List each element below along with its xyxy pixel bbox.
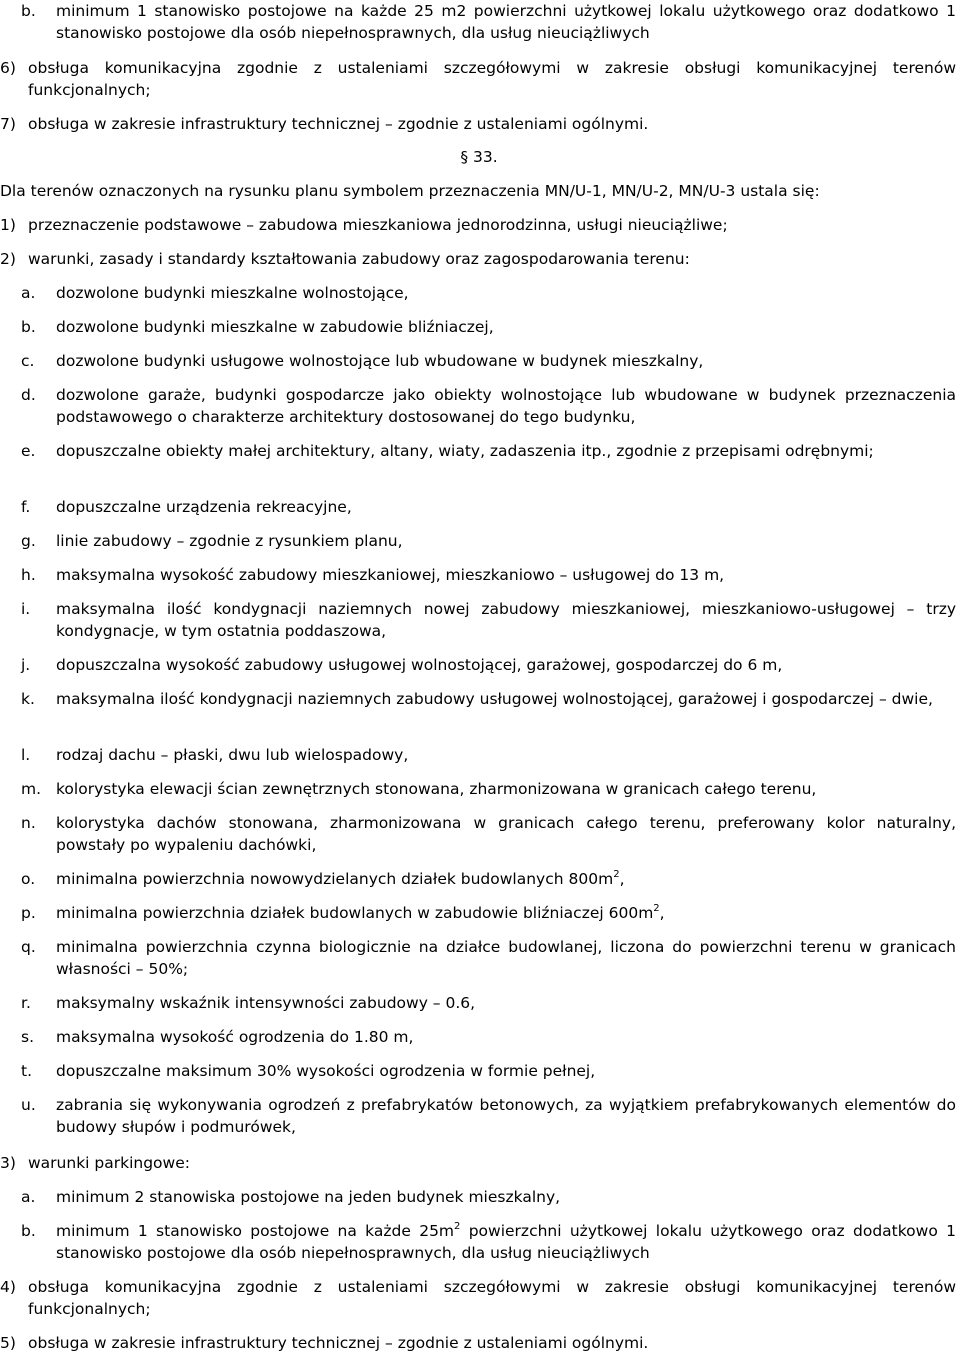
item-text: rodzaj dachu – płaski, dwu lub wielospadowy, <box>56 746 409 764</box>
item-label: c. <box>21 352 35 370</box>
section-number: § 33. <box>460 148 498 166</box>
item-text: minimalna powierzchnia czynna biologicznie na działce budowlanej, liczona do powierzchni terenu w granicach własności – 50%; <box>56 938 956 978</box>
item-label: b. <box>21 2 36 20</box>
item-label: a. <box>21 284 36 302</box>
item-text: dopuszczalne maksimum 30% wysokości ogrodzenia w formie pełnej, <box>56 1062 596 1080</box>
item-text: minimum 1 stanowisko postojowe na każde $25m^2$ powierzchni użytkowej lokalu użytkowego oraz dodatkowo 1 stanowisko postojowe dla osób niepełnosprawnych, dla usług nieuciążliwych <box>56 1220 956 1262</box>
item-label: i. <box>21 600 31 618</box>
item-text: dozwolone budynki usługowe wolnostojące lub wbudowane w budynek mieszkalny, <box>56 352 704 370</box>
item-label: 7) <box>0 115 16 133</box>
item-label: b. <box>21 1222 36 1240</box>
item-label: q. <box>21 938 36 956</box>
item-label: h. <box>21 566 36 584</box>
item-label: f. <box>21 498 31 516</box>
item-label: u. <box>21 1096 36 1114</box>
item-text: warunki parkingowe: <box>28 1154 190 1172</box>
item-text: obsługa w zakresie infrastruktury technicznej – zgodnie z ustaleniami ogólnymi. <box>28 115 649 133</box>
item-label: k. <box>21 690 35 708</box>
item-label: o. <box>21 870 36 888</box>
item-label: 4) <box>0 1278 16 1296</box>
item-text: kolorystyka dachów stonowana, zharmonizowana w granicach całego terenu, preferowany kolor naturalny, powstały po wypaleniu dachówki, <box>56 814 956 854</box>
item-text: kolorystyka elewacji ścian zewnętrznych stonowana, zharmonizowana w granicach całego terenu, <box>56 780 817 798</box>
item-text: maksymalna ilość kondygnacji naziemnych zabudowy usługowej wolnostojącej, garażowej i gospodarczej – dwie, <box>56 690 933 708</box>
item-label: n. <box>21 814 36 832</box>
item-text: dozwolone garaże, budynki gospodarcze jako obiekty wolnostojące lub wbudowane w budynek przeznaczenia podstawowego o charakterze architektury dostosowanej do tego budynku, <box>56 386 956 426</box>
item-label: s. <box>21 1028 35 1046</box>
item-text: minimum 1 stanowisko postojowe na każde 25 m2 powierzchni użytkowej lokalu użytkowego oraz dodatkowo 1 stanowisko postojowe dla osób niepełnosprawnych, dla usług nieuciążliwych <box>56 2 956 42</box>
item-label: l. <box>21 746 31 764</box>
item-label: 1) <box>0 216 16 234</box>
item-text: zabrania się wykonywania ogrodzeń z prefabrykatów betonowych, za wyjątkiem prefabrykowanych elementów do budowy słupów i podmurówek, <box>56 1096 956 1136</box>
item-label: r. <box>21 994 31 1012</box>
item-text: dopuszczalne urządzenia rekreacyjne, <box>56 498 352 516</box>
item-label: b. <box>21 318 36 336</box>
item-label: 2) <box>0 250 16 268</box>
item-text: minimalna powierzchnia nowowydzielanych działek budowlanych $800m^2$, <box>56 868 625 888</box>
item-text: dopuszczalne obiekty małej architektury, altany, wiaty, zadaszenia itp., zgodnie z przepisami odrębnymi; <box>56 442 874 460</box>
item-text: dopuszczalna wysokość zabudowy usługowej wolnostojącej, garażowej, gospodarczej do 6 m, <box>56 656 783 674</box>
item-text: dozwolone budynki mieszkalne wolnostojące, <box>56 284 409 302</box>
item-text: maksymalny wskaźnik intensywności zabudowy – 0.6, <box>56 994 476 1012</box>
item-label: t. <box>21 1062 33 1080</box>
item-label: m. <box>21 780 42 798</box>
item-text: maksymalna wysokość zabudowy mieszkaniowej, mieszkaniowo – usługowej do 13 m, <box>56 566 725 584</box>
intro-text: Dla terenów oznaczonych na rysunku planu symbolem przeznaczenia MN/U-1, MN/U-2, MN/U-3 ustala się: <box>0 182 820 200</box>
item-text: obsługa komunikacyjna zgodnie z ustaleniami szczegółowymi w zakresie obsługi komunikacyjnej terenów funkcjonalnych; <box>28 59 956 99</box>
item-text: maksymalna ilość kondygnacji naziemnych nowej zabudowy mieszkaniowej, mieszkaniowo-usługowej – trzy kondygnacje, w tym ostatnia poddaszowa, <box>56 600 956 640</box>
item-text: maksymalna wysokość ogrodzenia do 1.80 m, <box>56 1028 414 1046</box>
item-text: dozwolone budynki mieszkalne w zabudowie bliźniaczej, <box>56 318 494 336</box>
item-label: j. <box>21 656 31 674</box>
item-text: minimalna powierzchnia działek budowlanych w zabudowie bliźniaczej $600m^2$, <box>56 902 665 922</box>
item-text: linie zabudowy – zgodnie z rysunkiem planu, <box>56 532 403 550</box>
item-text: obsługa w zakresie infrastruktury technicznej – zgodnie z ustaleniami ogólnymi. <box>28 1334 649 1352</box>
item-label: 3) <box>0 1154 16 1172</box>
item-text: przeznaczenie podstawowe – zabudowa mieszkaniowa jednorodzinna, usługi nieuciążliwe; <box>28 216 728 234</box>
item-text: obsługa komunikacyjna zgodnie z ustaleniami szczegółowymi w zakresie obsługi komunikacyjnej terenów funkcjonalnych; <box>28 1278 956 1318</box>
item-text: warunki, zasady i standardy kształtowania zabudowy oraz zagospodarowania terenu: <box>28 250 690 268</box>
item-text: minimum 2 stanowiska postojowe na jeden budynek mieszkalny, <box>56 1188 561 1206</box>
item-label: p. <box>21 904 36 922</box>
item-label: d. <box>21 386 36 404</box>
item-label: 5) <box>0 1334 16 1352</box>
item-label: e. <box>21 442 36 460</box>
item-label: g. <box>21 532 36 550</box>
item-label: 6) <box>0 59 16 77</box>
item-label: a. <box>21 1188 36 1206</box>
